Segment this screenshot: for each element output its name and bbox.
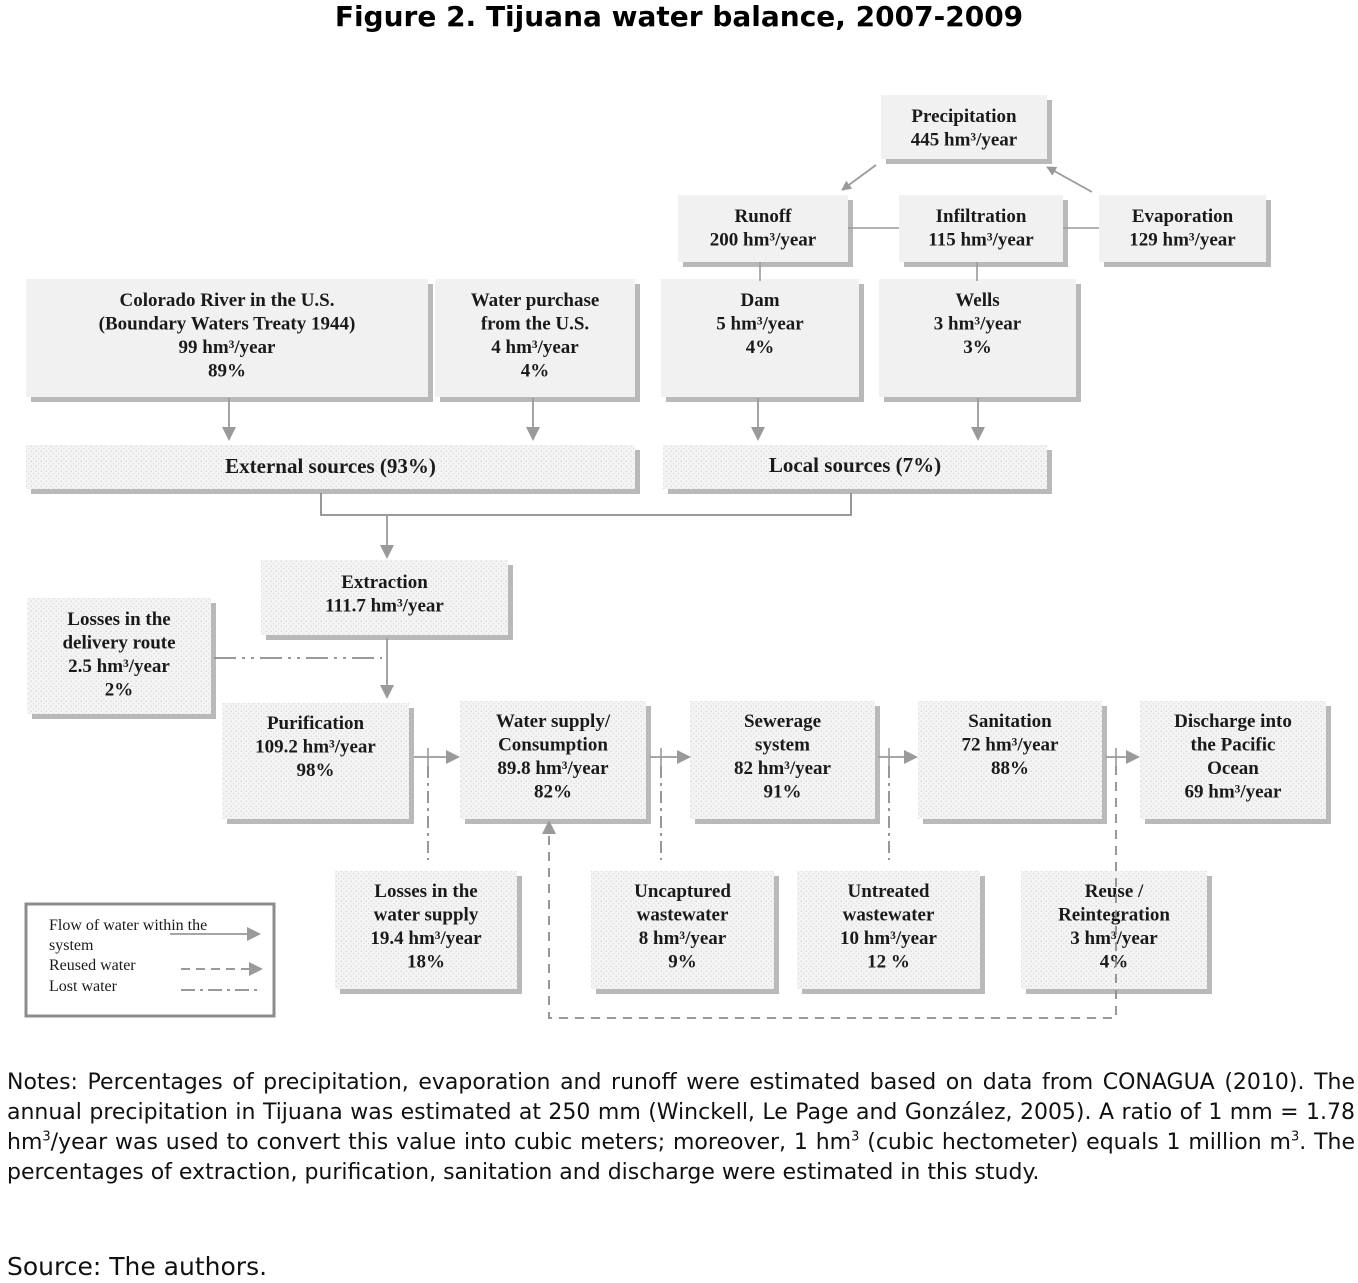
- box-text: 2%: [104, 679, 134, 701]
- legend-flow-label-2: system: [49, 937, 94, 954]
- box-text: Colorado River in the U.S.: [119, 290, 335, 311]
- box-text: Reintegration: [1058, 904, 1170, 926]
- box-text: 5 hm³/year: [716, 313, 804, 335]
- box-text: system: [755, 734, 810, 756]
- figure-title: Figure 2. Tijuana water balance, 2007-2009: [334, 0, 1024, 33]
- box-text: Extraction: [341, 572, 428, 593]
- box-text: 89%: [208, 360, 246, 382]
- box-text: 200 hm³/year: [709, 229, 817, 251]
- box-infiltration: [899, 195, 1068, 267]
- box-text: 8 hm³/year: [638, 928, 727, 949]
- legend-lost-label: Lost water: [49, 978, 117, 995]
- box-external: [26, 445, 640, 494]
- box-text: (Boundary Waters Treaty 1944): [98, 313, 356, 335]
- box-wells: [879, 279, 1081, 402]
- box-text: 4%: [520, 360, 550, 382]
- box-text: 3 hm³/year: [1070, 928, 1158, 949]
- box-text: Infiltration: [935, 206, 1027, 227]
- arrow-evaporation-precipitation: [1047, 167, 1092, 192]
- box-text: Sewerage: [743, 711, 822, 732]
- box-text: 98%: [296, 760, 335, 781]
- box-colorado: [26, 279, 433, 402]
- box-text: Evaporation: [1131, 206, 1234, 227]
- box-purification: [222, 703, 414, 824]
- notes-text-1: Notes: Percentages of precipitation, evaporation and runoff were estimated based on data from CONAGUA (2010). The annual precipitation in Tijuana was estimated at 250 mm (Winckell, Le Page and González, 2005). A ratio of 1 mm = 1.78 hm: [7, 1070, 1355, 1155]
- figure-notes: [7, 1068, 1355, 1188]
- box-sanitation: [918, 701, 1107, 824]
- bracket-sources: [321, 493, 851, 515]
- box-text: 129 hm³/year: [1129, 229, 1236, 251]
- box-text: 82%: [534, 781, 572, 803]
- box-text: Ocean: [1207, 758, 1259, 779]
- box-supply: [460, 701, 651, 824]
- box-text: Discharge into: [1174, 711, 1292, 732]
- arrow-precipitation-runoff: [842, 165, 876, 190]
- box-text: 69 hm³/year: [1184, 781, 1282, 803]
- box-text: Uncaptured: [634, 881, 731, 902]
- box-text: Dam: [740, 290, 780, 311]
- box-text: 91%: [763, 781, 802, 803]
- box-text: 82 hm³/year: [734, 758, 831, 779]
- box-text: 2.5 hm³/year: [68, 656, 170, 677]
- box-text: Local sources (7%): [768, 453, 942, 477]
- box-sewerage: [690, 701, 880, 824]
- box-text: Runoff: [734, 206, 792, 227]
- box-text: Water purchase: [470, 290, 600, 311]
- box-text: 109.2 hm³/year: [255, 736, 376, 758]
- box-text: Sanitation: [968, 711, 1052, 732]
- figure-source: Source: The authors.: [7, 1252, 268, 1281]
- box-text: 4%: [1099, 951, 1129, 973]
- box-text: 115 hm³/year: [928, 229, 1034, 251]
- box-text: delivery route: [62, 632, 176, 654]
- box-text: 18%: [407, 951, 445, 973]
- box-losses-delivery: [27, 598, 216, 719]
- boxes-layer: [26, 95, 1331, 994]
- box-extraction: [261, 560, 513, 640]
- box-discharge: [1140, 701, 1331, 824]
- box-text: 445 hm³/year: [910, 129, 1018, 151]
- box-text: water supply: [373, 904, 479, 926]
- box-text: wastewater: [842, 904, 935, 926]
- box-text: Losses in the: [67, 609, 171, 630]
- box-text: 12 %: [867, 951, 910, 973]
- box-local: [663, 445, 1052, 494]
- box-uncaptured: [591, 871, 779, 994]
- notes-superscript-1: 3: [42, 1129, 51, 1145]
- box-text: 19.4 hm³/year: [370, 928, 482, 949]
- box-text: wastewater: [636, 904, 729, 926]
- box-text: 9%: [668, 951, 697, 973]
- box-text: 3 hm³/year: [933, 313, 1022, 335]
- box-losses-supply: [335, 871, 522, 994]
- box-runoff: [678, 195, 853, 267]
- legend: [26, 904, 274, 1016]
- box-text: 3%: [963, 337, 992, 358]
- box-text: 88%: [991, 758, 1029, 779]
- notes-superscript-2: 3: [851, 1129, 860, 1145]
- box-text: Reuse /: [1084, 881, 1144, 902]
- box-text: 4%: [745, 337, 775, 358]
- legend-flow-label: Flow of water within the: [49, 917, 208, 934]
- box-untreated: [797, 871, 985, 994]
- box-precipitation: [881, 95, 1052, 164]
- box-text: Losses in the: [374, 881, 478, 902]
- legend-reused-label: Reused water: [49, 957, 136, 974]
- notes-superscript-3: 3: [1290, 1129, 1300, 1145]
- box-text: 10 hm³/year: [840, 928, 937, 949]
- box-text: Untreated: [847, 881, 930, 902]
- notes-text-3: (cubic hectometer) equals 1 million m: [859, 1130, 1291, 1155]
- notes-text-4: . The percentages of extraction, purification, sanitation and discharge were estimated in this study.: [7, 1130, 1355, 1185]
- box-text: the Pacific: [1190, 734, 1276, 756]
- box-text: 72 hm³/year: [961, 734, 1059, 756]
- box-text: Wells: [955, 290, 1000, 311]
- box-text: External sources (93%): [225, 454, 436, 478]
- notes-text-2: /year was used to convert this value into cubic meters; moreover, 1 hm: [50, 1130, 852, 1155]
- box-text: Consumption: [498, 734, 608, 756]
- box-text: 99 hm³/year: [178, 337, 276, 358]
- box-text: from the U.S.: [480, 313, 590, 335]
- box-text: Purification: [266, 713, 365, 734]
- box-text: 4 hm³/year: [491, 337, 579, 358]
- box-evaporation: [1099, 195, 1271, 267]
- box-text: Precipitation: [911, 106, 1017, 127]
- box-text: Water supply/: [495, 711, 611, 732]
- box-text: 111.7 hm³/year: [325, 595, 444, 617]
- box-dam: [661, 279, 864, 402]
- box-purchase: [435, 279, 640, 402]
- box-text: 89.8 hm³/year: [497, 758, 609, 779]
